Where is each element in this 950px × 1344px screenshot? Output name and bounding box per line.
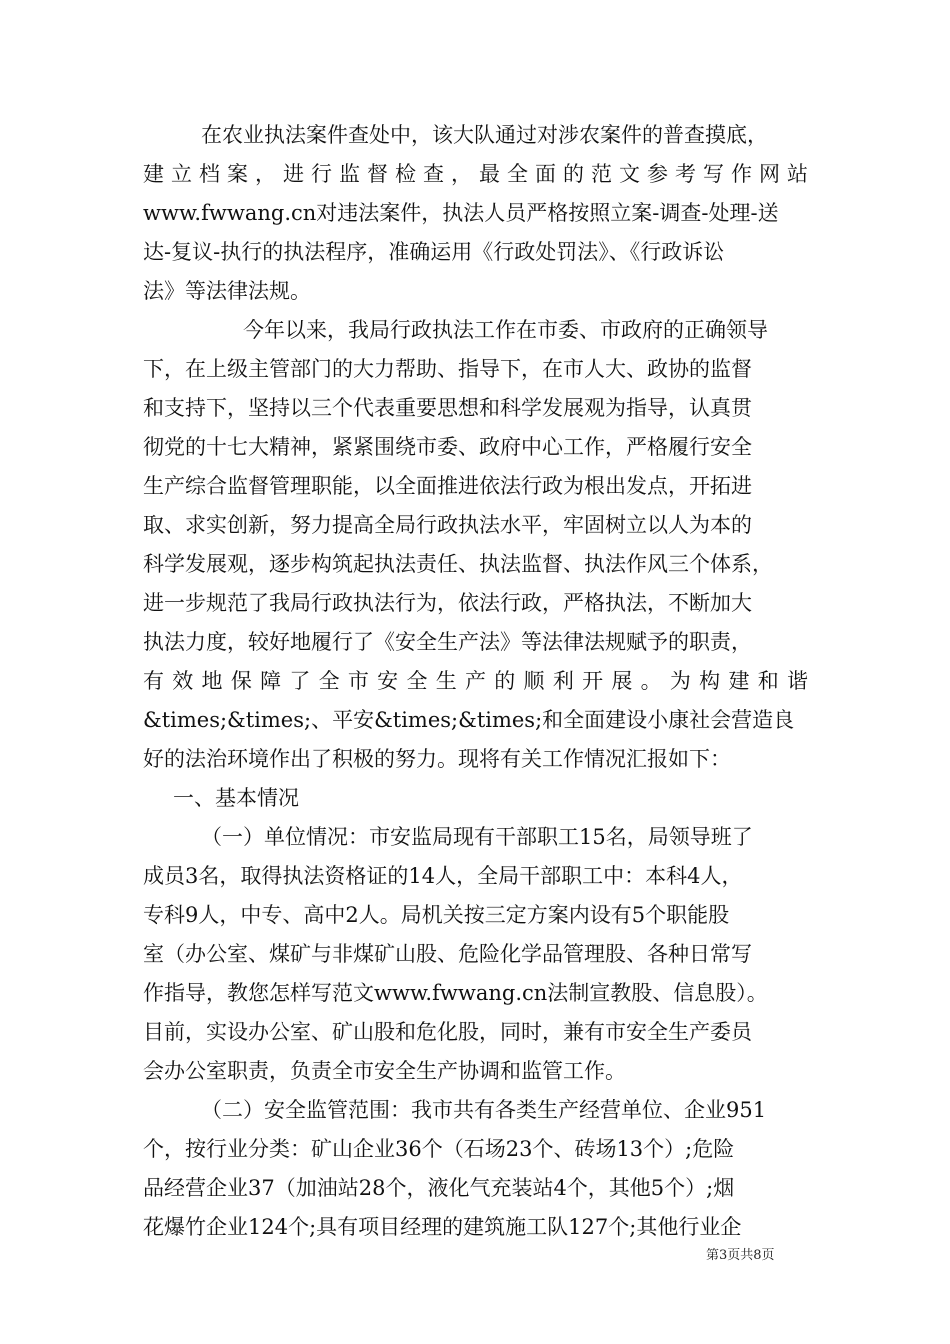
paragraph-line: 个，按行业分类：矿山企业36个（石场23个、砖场13个）;危险 — [143, 1137, 735, 1161]
paragraph-line: 花爆竹企业124个;具有项目经理的建筑施工队127个;其他行业企 — [143, 1215, 742, 1239]
paragraph-line: 下，在上级主管部门的大力帮助、指导下，在市人大、政协的监督 — [143, 357, 752, 381]
paragraph-line: 好的法治环境作出了积极的努力。现将有关工作情况汇报如下： — [143, 747, 731, 771]
paragraph-line: 今年以来，我局行政执法工作在市委、市政府的正确领导 — [243, 318, 768, 342]
paragraph-line: 达-复议-执行的执法程序，准确运用《行政处罚法》、《行政诉讼 — [143, 240, 725, 264]
paragraph-line: 有效地保障了全市安全生产的顺利开展。为构建和谐 — [143, 669, 808, 693]
paragraph-line: 进一步规范了我局行政执法行为，依法行政，严格执法，不断加大 — [143, 591, 752, 615]
paragraph-line: 目前，实设办公室、矿山股和危化股，同时，兼有市安全生产委员 — [143, 1020, 752, 1044]
paragraph-line: 科学发展观，逐步构筑起执法责任、执法监督、执法作风三个体系， — [143, 552, 773, 576]
paragraph-line: 作指导，教您怎样写范文www.fwwang.cn法制宣教股、信息股）。 — [143, 981, 768, 1005]
paragraph-line: 成员3名，取得执法资格证的14人，全局干部职工中：本科4人， — [143, 864, 743, 888]
paragraph-line: 法》等法律法规。 — [143, 279, 311, 303]
paragraph-line: （二）安全监管范围：我市共有各类生产经营单位、企业951 — [201, 1098, 767, 1122]
paragraph-line: 会办公室职责，负责全市安全生产协调和监管工作。 — [143, 1059, 626, 1083]
paragraph-line: 品经营企业37（加油站28个，液化气充装站4个，其他5个）;烟 — [143, 1176, 735, 1200]
paragraph-line: 生产综合监督管理职能，以全面推进依法行政为根出发点，开拓进 — [143, 474, 752, 498]
paragraph-line: 在农业执法案件查处中，该大队通过对涉农案件的普查摸底， — [201, 123, 768, 147]
paragraph-line: 执法力度，较好地履行了《安全生产法》等法律法规赋予的职责， — [143, 630, 752, 654]
paragraph-line: 建立档案，进行监督检查，最全面的范文参考写作网站 — [143, 162, 808, 186]
paragraph-line: 专科9人，中专、高中2人。局机关按三定方案内设有5个职能股 — [143, 903, 730, 927]
paragraph-line: 彻党的十七大精神，紧紧围绕市委、政府中心工作，严格履行安全 — [143, 435, 752, 459]
paragraph-line: （一）单位情况：市安监局现有干部职工15名，局领导班了 — [201, 825, 753, 849]
page-number-footer: 第3页共8页 — [706, 1248, 775, 1263]
paragraph-line: www.fwwang.cn对违法案件，执法人员严格按照立案-调查-处理-送 — [143, 201, 779, 225]
paragraph-line: 取、求实创新，努力提高全局行政执法水平，牢固树立以人为本的 — [143, 513, 752, 537]
paragraph-line: &times;&times;、平安&times;&times;和全面建设小康社会营造良 — [143, 708, 795, 732]
paragraph-line: 室（办公室、煤矿与非煤矿山股、危险化学品管理股、各种日常写 — [143, 942, 752, 966]
section-heading: 一、基本情况 — [173, 786, 299, 810]
paragraph-line: 和支持下，坚持以三个代表重要思想和科学发展观为指导，认真贯 — [143, 396, 752, 420]
